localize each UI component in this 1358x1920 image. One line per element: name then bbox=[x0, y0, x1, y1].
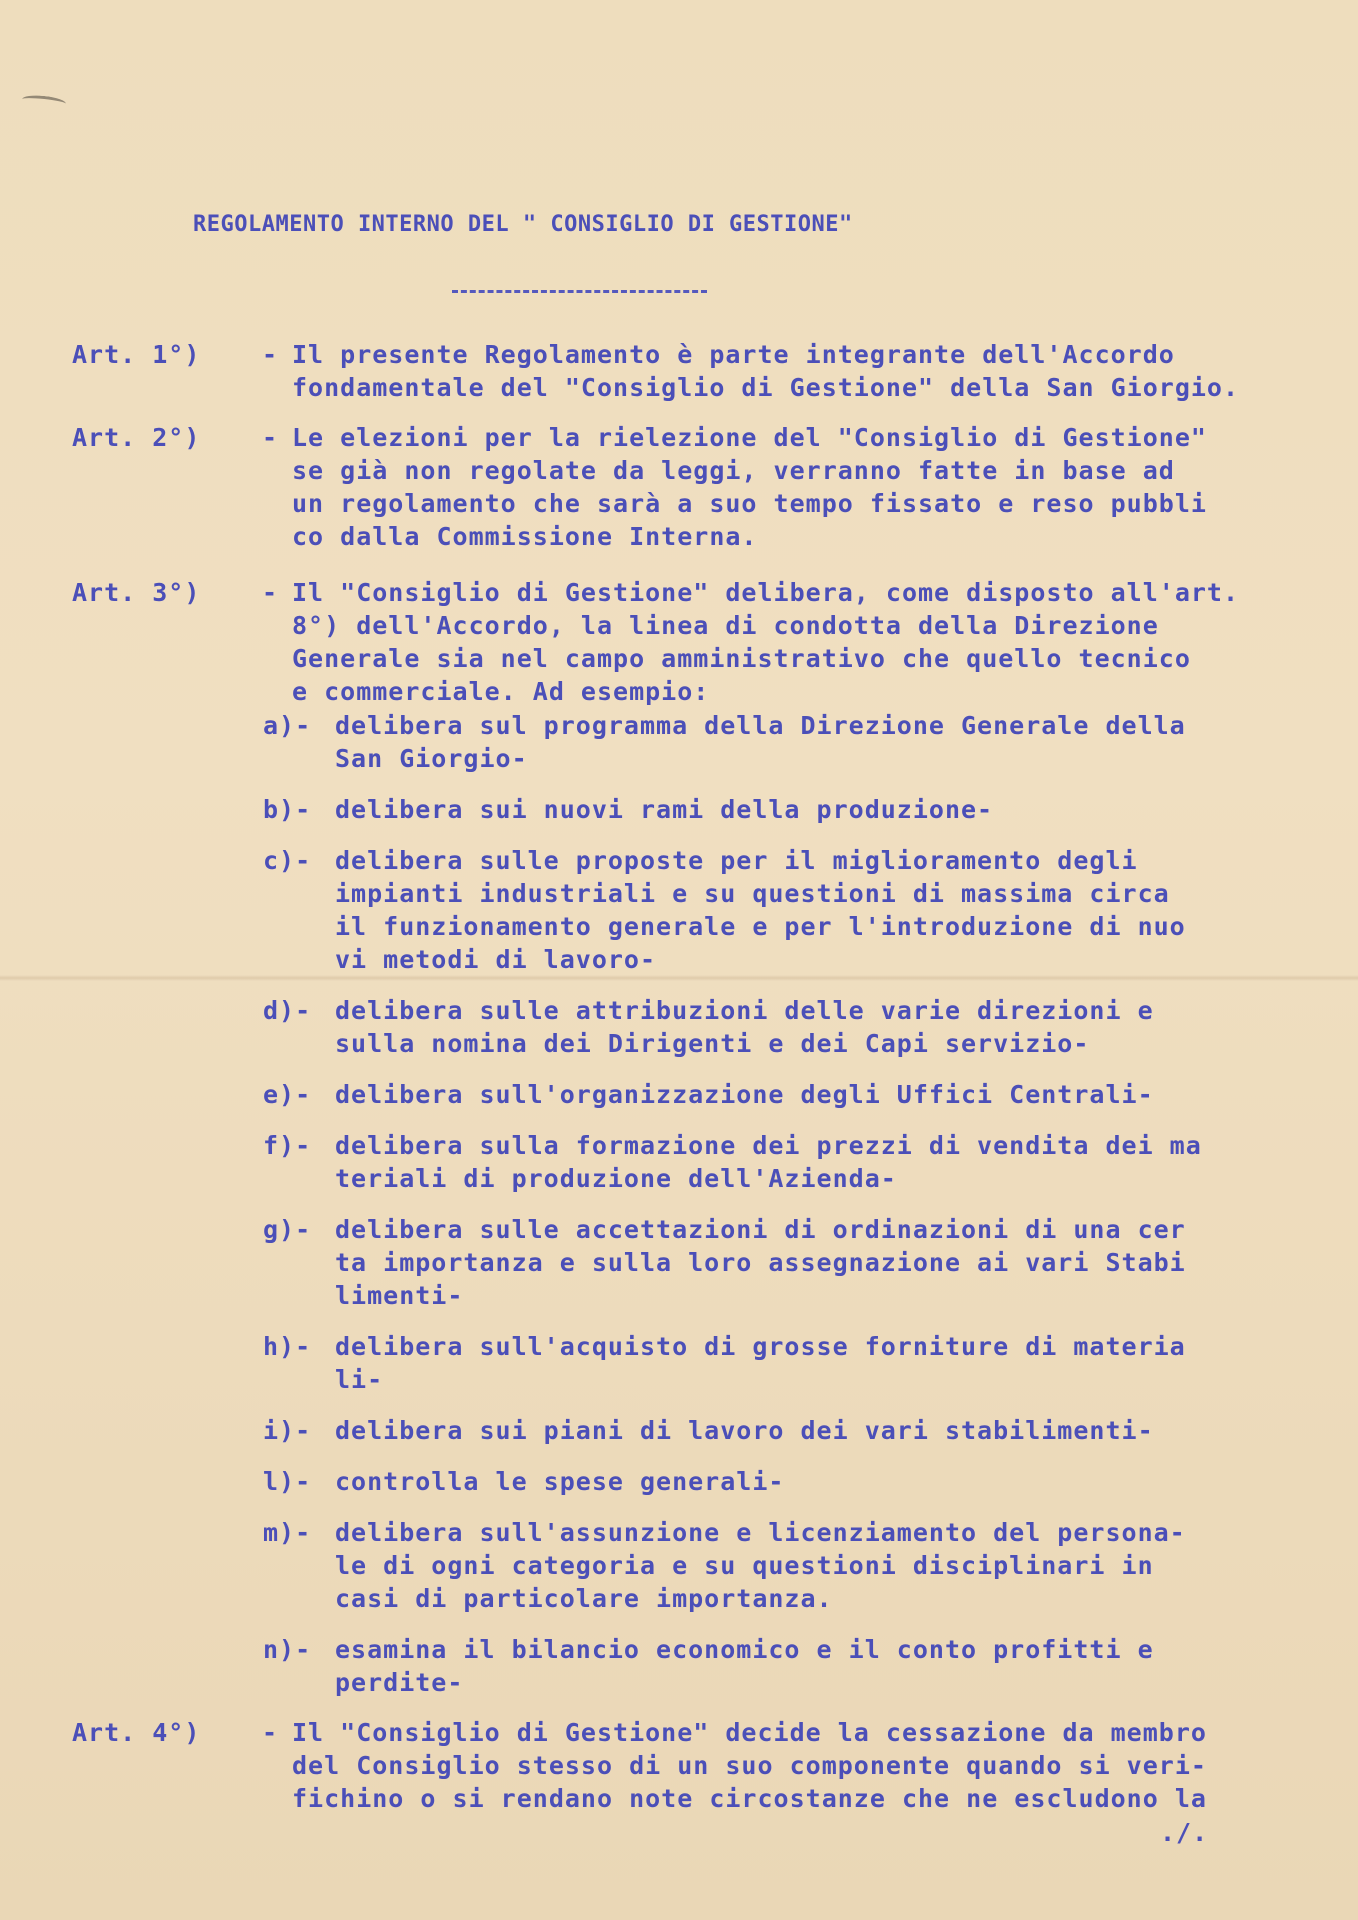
item-label: i)- bbox=[263, 1416, 312, 1445]
list-item bbox=[263, 1078, 1303, 1111]
item-label: f)- bbox=[263, 1131, 312, 1160]
list-item bbox=[263, 1465, 1303, 1498]
item-label: g)- bbox=[263, 1215, 312, 1244]
article-4 bbox=[72, 1716, 1282, 1815]
list-item bbox=[263, 793, 1303, 826]
item-text: delibera sulle attribuzioni delle varie direzioni e sulla nomina dei Dirigenti e dei Capi servizio- bbox=[335, 996, 1154, 1058]
item-label: l)- bbox=[263, 1467, 312, 1496]
item-label: b)- bbox=[263, 795, 312, 824]
article-text: Il "Consiglio di Gestione" delibera, come disposto all'art. 8°) dell'Accordo, la linea di condotta della Direzione Generale sia nel campo amministrativo che quello tecnico e commerciale. Ad esempio: bbox=[292, 578, 1240, 706]
article-text: Il presente Regolamento è parte integrante dell'Accordo fondamentale del "Consiglio di Gestione" della San Giorgio. bbox=[292, 340, 1240, 402]
article-dash: - bbox=[262, 423, 279, 452]
list-item bbox=[263, 1213, 1303, 1312]
article-1 bbox=[72, 338, 1282, 404]
article-2 bbox=[72, 421, 1282, 553]
list-item bbox=[263, 844, 1303, 976]
article-label: Art. 2°) bbox=[72, 423, 201, 452]
item-text: esamina il bilancio economico e il conto profitti e perdite- bbox=[335, 1635, 1154, 1697]
article-label: Art. 4°) bbox=[72, 1718, 201, 1747]
item-text: delibera sull'assunzione e licenziamento del persona- le di ogni categoria e su questioni disciplinari in casi di particolare importanza. bbox=[335, 1518, 1186, 1613]
list-item bbox=[263, 1129, 1303, 1195]
item-label: a)- bbox=[263, 711, 312, 740]
article-dash: - bbox=[262, 340, 279, 369]
continuation-mark: ./. bbox=[1160, 1818, 1209, 1847]
item-label: e)- bbox=[263, 1080, 312, 1109]
list-item bbox=[263, 994, 1303, 1060]
article-3 bbox=[72, 576, 1282, 708]
list-item bbox=[263, 1330, 1303, 1396]
item-text: delibera sui nuovi rami della produzione- bbox=[335, 795, 994, 824]
article-label: Art. 1°) bbox=[72, 340, 201, 369]
article-label: Art. 3°) bbox=[72, 578, 201, 607]
article-dash: - bbox=[262, 578, 279, 607]
item-text: delibera sull'organizzazione degli Uffici Centrali- bbox=[335, 1080, 1154, 1109]
item-text: controlla le spese generali- bbox=[335, 1467, 785, 1496]
list-item bbox=[263, 1414, 1303, 1447]
article-text: Le elezioni per la rielezione del "Consiglio di Gestione" se già non regolate da leggi, verranno fatte in base ad un regolamento che sarà a suo tempo fissato e reso pubbli co dalla Commissione Interna. bbox=[292, 423, 1207, 551]
list-item bbox=[263, 1516, 1303, 1615]
item-label: d)- bbox=[263, 996, 312, 1025]
pencil-mark bbox=[22, 94, 67, 110]
item-label: h)- bbox=[263, 1332, 312, 1361]
item-text: delibera sui piani di lavoro dei vari stabilimenti- bbox=[335, 1416, 1154, 1445]
item-text: delibera sul programma della Direzione Generale della San Giorgio- bbox=[335, 711, 1186, 773]
item-text: delibera sull'acquisto di grosse forniture di materia li- bbox=[335, 1332, 1186, 1394]
item-label: m)- bbox=[263, 1518, 312, 1547]
list-item bbox=[263, 1633, 1303, 1699]
item-label: n)- bbox=[263, 1635, 312, 1664]
article-text: Il "Consiglio di Gestione" decide la cessazione da membro del Consiglio stesso di un suo componente quando si veri- fichino o si rendano note circostanze che ne escludono la bbox=[292, 1718, 1207, 1813]
article-dash: - bbox=[262, 1718, 279, 1747]
document-title: REGOLAMENTO INTERNO DEL " CONSIGLIO DI GESTIONE" bbox=[193, 212, 853, 237]
item-label: c)- bbox=[263, 846, 312, 875]
item-text: delibera sulle proposte per il miglioramento degli impianti industriali e su questioni di massima circa il funzionamento generale e per l'introduzione di nuo vi metodi di lavoro- bbox=[335, 846, 1186, 974]
item-text: delibera sulla formazione dei prezzi di vendita dei ma teriali di produzione dell'Azienda- bbox=[335, 1131, 1202, 1193]
item-text: delibera sulle accettazioni di ordinazioni di una cer ta importanza e sulla loro assegnazione ai vari Stabi limenti- bbox=[335, 1215, 1186, 1310]
list-item bbox=[263, 709, 1303, 775]
title-underline bbox=[452, 290, 707, 293]
article-3-item-list bbox=[263, 709, 1303, 1699]
